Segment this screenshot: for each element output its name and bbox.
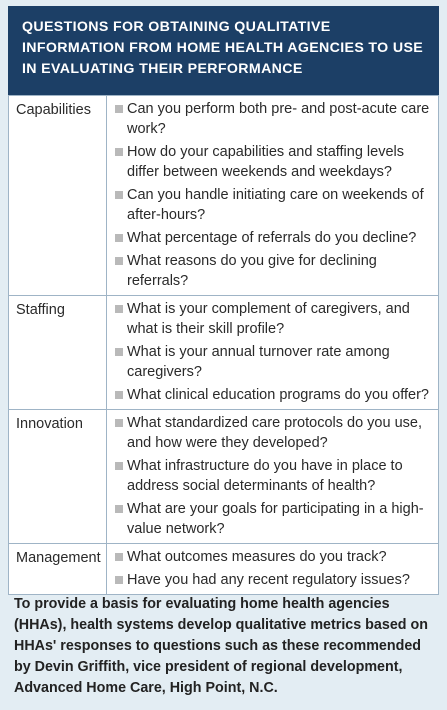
question-text: What standardized care protocols do you use, and how were they developed? (127, 415, 422, 451)
square-bullet-icon (115, 348, 123, 356)
section-label: Staffing (9, 296, 107, 409)
bullet (115, 228, 127, 248)
list-item (115, 342, 432, 382)
question-text: What reasons do you give for declining referrals? (127, 253, 377, 289)
bullet (115, 251, 127, 291)
question-text: What clinical education programs do you offer? (127, 387, 429, 403)
square-bullet-icon (115, 576, 123, 584)
caption: To provide a basis for evaluating home health agencies (HHAs), health systems develop qualitative metrics based on HHAs' responses to questions such as these recommended by Devin Griffith, vice president of regional development, Advanced Home Care, High Point, N.C. (14, 596, 428, 696)
question-text: How do your capabilities and staffing levels differ between weekends and weekdays? (127, 144, 405, 180)
section-items (107, 544, 438, 594)
square-bullet-icon (115, 148, 123, 156)
square-bullet-icon (115, 191, 123, 199)
square-bullet-icon (115, 234, 123, 242)
section-label: Innovation (9, 410, 107, 543)
question-text: What are your goals for participating in a high-value network? (127, 501, 424, 537)
table-title: QUESTIONS FOR OBTAINING QUALITATIVE INFORMATION FROM HOME HEALTH AGENCIES TO USE IN EVALUATING THEIR PERFORMANCE (8, 6, 439, 96)
bullet (115, 499, 127, 539)
square-bullet-icon (115, 105, 123, 113)
section-row-innovation (9, 410, 438, 544)
bullet (115, 385, 127, 405)
question-text: What percentage of referrals do you decline? (127, 230, 417, 246)
bullet (115, 547, 127, 567)
question-text: What infrastructure do you have in place to address social determinants of health? (127, 458, 403, 494)
question-text: Can you perform both pre- and post-acute care work? (127, 101, 430, 137)
list-item (115, 228, 432, 248)
list-item (115, 385, 432, 405)
bullet (115, 99, 127, 139)
list-item (115, 142, 432, 182)
bullet (115, 570, 127, 590)
square-bullet-icon (115, 257, 123, 265)
section-items (107, 296, 438, 409)
section-items (107, 410, 438, 543)
bullet (115, 413, 127, 453)
question-text: Can you handle initiating care on weekends of after-hours? (127, 187, 424, 223)
question-text: Have you had any recent regulatory issues? (127, 572, 410, 588)
square-bullet-icon (115, 391, 123, 399)
list-item (115, 251, 432, 291)
question-text: What outcomes measures do you track? (127, 549, 387, 565)
questions-table (8, 96, 439, 595)
square-bullet-icon (115, 553, 123, 561)
list-item (115, 570, 432, 590)
square-bullet-icon (115, 462, 123, 470)
bullet (115, 456, 127, 496)
section-row-management (9, 544, 438, 595)
section-label: Management (9, 544, 107, 594)
section-label: Capabilities (9, 96, 107, 295)
square-bullet-icon (115, 419, 123, 427)
list-item (115, 185, 432, 225)
list-item (115, 299, 432, 339)
list-item (115, 499, 432, 539)
list-item (115, 456, 432, 496)
list-item (115, 413, 432, 453)
section-row-staffing (9, 296, 438, 410)
square-bullet-icon (115, 305, 123, 313)
question-text: What is your annual turnover rate among caregivers? (127, 344, 390, 380)
bullet (115, 185, 127, 225)
bullet (115, 142, 127, 182)
questions-table-card (8, 6, 439, 595)
bullet (115, 342, 127, 382)
section-items (107, 96, 438, 295)
square-bullet-icon (115, 505, 123, 513)
list-item (115, 547, 432, 567)
bullet (115, 299, 127, 339)
question-text: What is your complement of caregivers, and what is their skill profile? (127, 301, 410, 337)
section-row-capabilities (9, 96, 438, 296)
list-item (115, 99, 432, 139)
